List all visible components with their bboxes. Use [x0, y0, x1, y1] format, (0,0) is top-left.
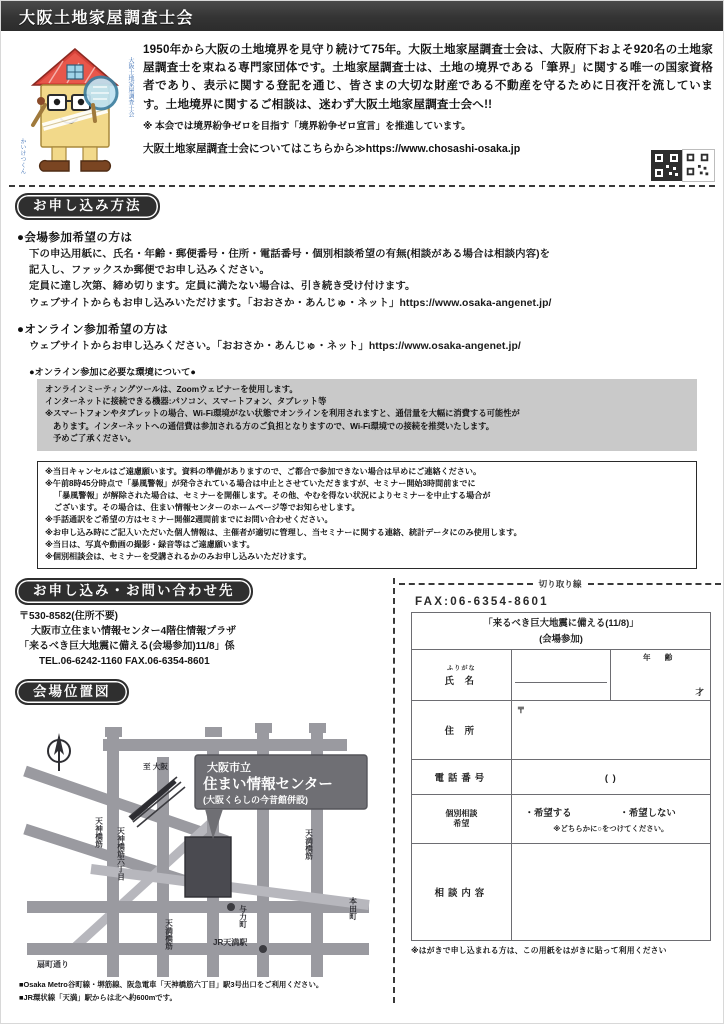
name-label: 氏 名 [444, 675, 478, 687]
left-column [1, 578, 391, 1003]
form-title-line1: 「来るべき巨大地震に備える(11/8)」 [483, 617, 639, 629]
req-line-1: インターネットに接続できる機器:パソコン、スマートフォン、タブレット等 [45, 395, 327, 406]
map-footnote-1: ■JR環状線「天満」駅からは北へ約600mです。 [19, 993, 177, 1003]
notes-box [37, 461, 697, 570]
qr-light-glyph [683, 150, 712, 179]
age-cell[interactable] [611, 650, 711, 701]
fax-application-form [411, 612, 711, 941]
venue-line-2: 定員に達し次第、締め切ります。定員に満たない場合は、引き続き受け付けます。 [29, 281, 416, 293]
age-unit-label: 才 [695, 687, 704, 698]
online-line-0: ウェブサイトからお申し込みください。「おおさか・あんじゅ・ネット」https://www.osaka-angenet.jp/ [29, 341, 521, 353]
form-row-name [412, 650, 711, 701]
name-label-cell [412, 650, 512, 701]
form-row-memo [412, 844, 711, 941]
cut-line-right [588, 583, 722, 585]
online-subheading: ●オンライン参加希望の方は [17, 323, 168, 337]
cut-line-vertical [393, 578, 395, 1003]
header-bar [1, 1, 723, 31]
req-line-3: あります。インターネットへの通信費は参加される方のご負担となりますので、Wi-Fi環境での接続を推奨いたします。 [53, 420, 495, 431]
memo-input-cell[interactable] [511, 844, 710, 941]
mascot-vertical-label-right: 大阪土地家屋調査士会 [127, 57, 133, 117]
address-input-cell[interactable] [511, 701, 710, 760]
postal-mark-icon: 〒 [516, 705, 526, 716]
venue-map [17, 709, 389, 977]
svg-text:扇町通り: 扇町通り [37, 960, 69, 970]
note-line-7: ※個別相談会は、セミナーを受講されるかのみお申し込みいただけます。 [45, 552, 312, 561]
name-input-cell[interactable] [511, 650, 611, 701]
contact-line-3: TEL.06-6242-1160 FAX.06-6354-8601 [39, 655, 210, 667]
intro-url-line: 大阪土地家屋調査士会についてはこちらから≫https://www.chosashi-osaka.jp [143, 142, 521, 155]
consult-label-line2: 希望 [453, 819, 470, 829]
form-row-address [412, 701, 711, 760]
form-title-line2: (会場参加) [539, 633, 583, 645]
mascot-vertical-label-left: かいけつくん [19, 138, 25, 174]
form-row-tel [412, 760, 711, 795]
intro-text-block [139, 37, 713, 178]
mascot-area [11, 37, 139, 178]
svg-text:(大阪くらしの今昔館併設): (大阪くらしの今昔館併設) [203, 795, 308, 806]
form-title-row [412, 613, 711, 650]
map-footnote-0: ■Osaka Metro谷町線・堺筋線、阪急電車「天神橋筋六丁目」駅3号出口をご利用ください。 [19, 980, 324, 990]
age-label: 年 齢 [643, 653, 679, 663]
form-title-cell [412, 613, 711, 650]
cut-line-horizontal [399, 578, 721, 590]
tel-label-cell: 電話番号 [412, 760, 512, 795]
venue-line-0: 下の申込用紙に、氏名・年齢・郵便番号・住所・電話番号・個別相談希望の有無(相談がある場合は相談内容)を [29, 248, 551, 260]
cut-line-label: 切り取り線 [538, 579, 582, 590]
tel-input-cell[interactable]: ( ) [511, 760, 710, 795]
section-heading-map: 会場位置図 [15, 679, 129, 706]
application-section [1, 187, 723, 569]
svg-text:天満橋筋: 天満橋筋 [164, 919, 174, 950]
svg-text:住まい情報センター: 住まい情報センター [203, 777, 333, 794]
svg-text:至 大阪: 至 大阪 [143, 762, 168, 772]
consult-hint: ※どちらかに○をつけてください。 [553, 823, 669, 833]
contact-line-1: 大阪市立住まい情報センター4階住情報プラザ [31, 625, 237, 637]
right-column [391, 578, 723, 1003]
venue-line-3: ウェブサイトからもお申し込みいただけます。「おおさか・あんじゅ・ネット」https://www.osaka-angenet.jp/ [29, 297, 552, 309]
requirements-box [37, 379, 697, 451]
contact-line-2: 「来るべき巨大地震に備える(会場参加)11/8」係 [19, 640, 235, 652]
svg-text:天神橋筋六丁目: 天神橋筋六丁目 [116, 827, 126, 881]
section-heading-contact: お申し込み・お問い合わせ先 [15, 578, 253, 605]
consult-label-cell [412, 795, 512, 844]
fax-form-footer: ※はがきで申し込まれる方は、この用紙をはがきに貼って利用ください [411, 946, 667, 956]
note-line-2: 「暴風警報」が解除された場合は、セミナーを開催します。その他、やむを得ない状況によりセミナーを中止する場合が [54, 490, 491, 500]
consult-option-no[interactable]: ・希望しない [619, 806, 676, 818]
req-line-4: 予めご了承ください。 [53, 433, 136, 444]
consult-label-line1: 個別相談 [445, 809, 478, 819]
fax-number: FAX:06-6354-8601 [415, 595, 549, 609]
contact-block [19, 609, 391, 669]
mascot-character [19, 43, 131, 178]
note-line-3: ございます。その場合は、住まい情報センターのホームページ等でお知らせします。 [54, 503, 360, 513]
venue-line-1: 記入し、ファックスか郵便でお申し込みください。 [29, 264, 270, 276]
name-furigana-label: ふりがな [446, 665, 476, 673]
consult-option-row[interactable] [515, 805, 707, 819]
req-line-2: ※スマートフォンやタブレットの場合、Wi-Fi環境がない状態でオンラインを利用されますと、通信量を大幅に消費する可能性が [45, 408, 520, 419]
map-graphic [17, 709, 389, 977]
requirements-heading: ●オンライン参加に必要な環境について● [29, 366, 196, 377]
venue-subheading: ●会場参加希望の方は [17, 230, 133, 244]
mascot-house-icon [19, 43, 131, 178]
svg-text:本田町: 本田町 [348, 897, 358, 921]
qr-code-dark-icon[interactable] [651, 150, 682, 181]
svg-text:天満橋筋: 天満橋筋 [304, 829, 314, 860]
svg-text:与力町: 与力町 [238, 905, 248, 929]
note-line-6: ※当日は、写真や動画の撮影・録音等はご遠慮願います。 [45, 539, 255, 549]
intro-note: ※ 本会では境界紛争ゼロを目指す「境界紛争ゼロ宣言」を推進しています。 [143, 120, 471, 132]
intro-lead-paragraph: 1950年から大阪の土地境界を見守り続けて75年。大阪土地家屋調査士会は、大阪府下およそ920名の土地家屋調査士を束ねる専門家団体です。土地家屋調査士は、土地の境界である「筆界」に関する唯一の国家資格者であり、表示に関する登記を通じ、皆さまの大切な財産である不動産を守るために日夜汗を流しています。土地境界に関するご相談は、迷わず大阪土地家屋調査士会へ!! [143, 43, 713, 111]
qr-code-light-icon[interactable] [682, 149, 715, 182]
note-line-4: ※手話通訳をご希望の方はセミナー開催2週間前までにお問い合わせください。 [45, 515, 333, 525]
note-line-5: ※お申し込み時にご記入いただいた個人情報は、主催者が適切に管理し、当セミナーに関する連絡、統計データにのみ使用します。 [45, 527, 522, 537]
note-line-1: ※午前8時45分時点で「暴風警報」が発令されている場合は中止とさせていただきますが、セミナー開始3時間前までに [45, 478, 476, 488]
svg-text:JR天満駅: JR天満駅 [213, 938, 248, 948]
intro-section [1, 31, 723, 182]
cut-line-left [399, 583, 533, 585]
form-row-consult [412, 795, 711, 844]
memo-label-cell: 相談内容 [412, 844, 512, 941]
address-label-cell: 住 所 [412, 701, 512, 760]
section-heading-application: お申し込み方法 [15, 193, 160, 220]
note-line-0: ※当日キャンセルはご遠慮願います。資料の準備がありますので、ご都合で参加できない場合は早めにご連絡ください。 [45, 466, 482, 476]
svg-text:大阪市立: 大阪市立 [207, 762, 251, 775]
name-furigana-input[interactable] [515, 668, 608, 683]
qr-code-group[interactable] [651, 149, 715, 182]
lower-columns [1, 578, 723, 1003]
qr-dark-glyph [651, 150, 682, 181]
contact-line-0: 〒530-8582(住所不要) [19, 610, 118, 622]
req-line-0: オンラインミーティングツールは、Zoomウェビナーを使用します。 [45, 383, 298, 394]
consult-options-cell[interactable] [511, 795, 710, 844]
org-title: 大阪土地家屋調査士会 [19, 9, 195, 27]
consult-option-yes[interactable]: ・希望する [524, 806, 572, 818]
svg-text:天神橋筋: 天神橋筋 [94, 817, 104, 848]
